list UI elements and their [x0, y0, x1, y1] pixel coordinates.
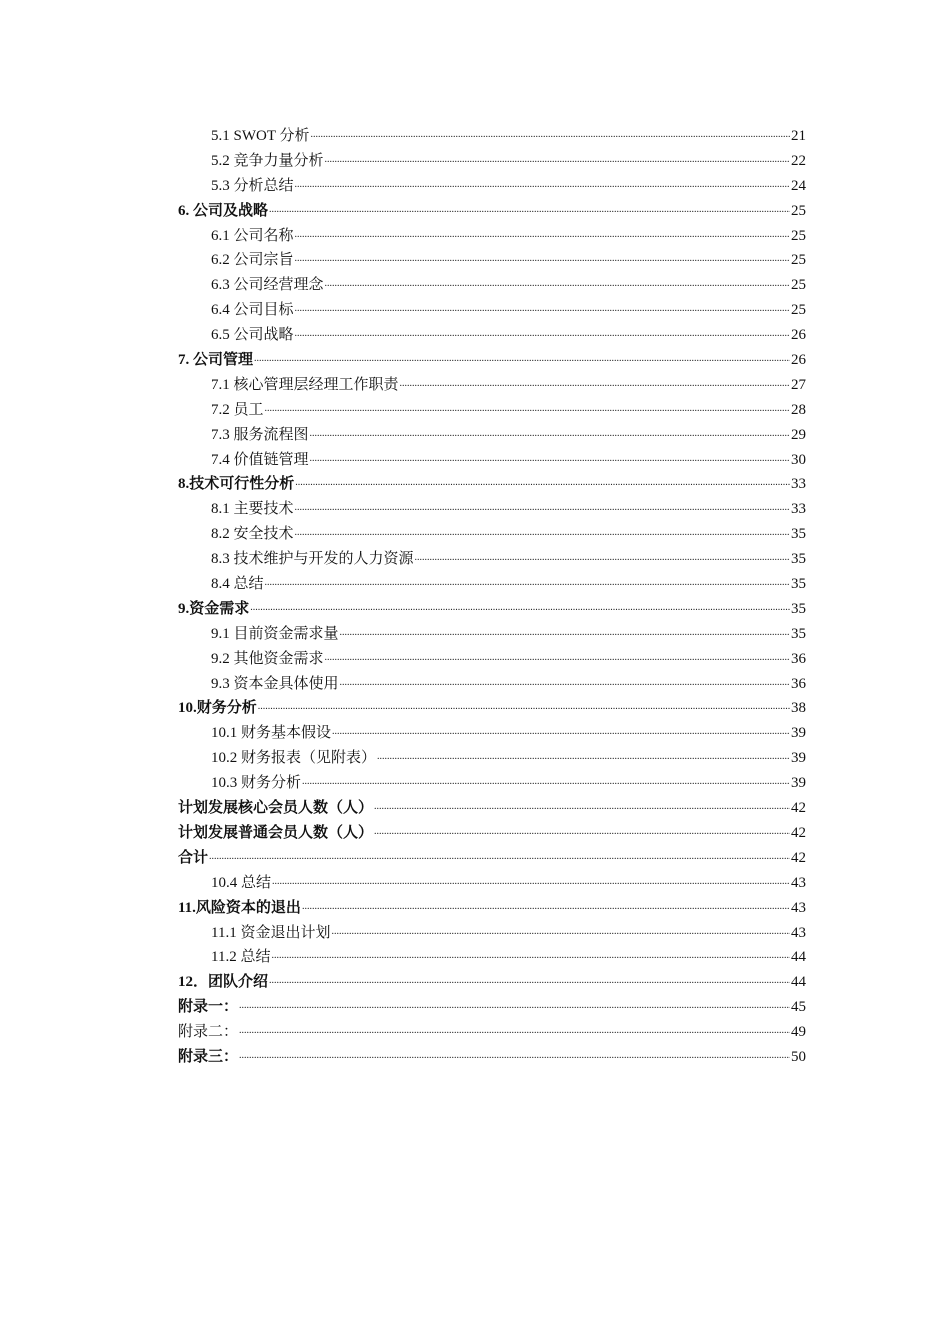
- toc-entry-title: 5.3 分析总结: [211, 177, 294, 194]
- toc-entry-title: 7.1 核心管理层经理工作职责: [211, 376, 399, 393]
- dot-leader: [209, 845, 790, 870]
- toc-entry-title: 计划发展普通会员人数（人）: [178, 824, 374, 841]
- toc-entry[interactable]: [178, 522, 806, 547]
- dot-leader: [302, 770, 790, 795]
- toc-entry-page-number: 33: [791, 476, 806, 493]
- toc-entry-title: 5.2 竞争力量分析: [211, 152, 324, 169]
- dot-leader: [377, 745, 790, 770]
- dot-leader: [265, 397, 790, 422]
- toc-entry[interactable]: [178, 273, 806, 298]
- toc-entry[interactable]: [178, 149, 806, 174]
- toc-entry[interactable]: [178, 423, 806, 448]
- toc-entry-title: 9.1 目前资金需求量: [211, 625, 339, 642]
- toc-entry-title: 6.2 公司宗旨: [211, 252, 294, 269]
- toc-entry-page-number: 35: [791, 600, 806, 617]
- dot-leader: [295, 496, 790, 521]
- toc-entry-title: 11.2 总结: [211, 949, 271, 966]
- toc-entry[interactable]: [178, 995, 806, 1020]
- toc-entry-title: 5.1 SWOT 分析: [211, 128, 310, 144]
- toc-entry-title: 附录二：: [178, 1024, 239, 1041]
- toc-entry-page-number: 44: [791, 949, 806, 966]
- toc-entry-page-number: 36: [791, 650, 806, 667]
- toc-entry-page-number: 38: [791, 700, 806, 717]
- toc-entry[interactable]: [178, 124, 806, 149]
- toc-entry[interactable]: [178, 597, 806, 622]
- toc-entry-page-number: 25: [791, 202, 806, 219]
- dot-leader: [295, 322, 790, 347]
- toc-entry-title: 计划发展核心会员人数（人）: [178, 800, 374, 817]
- toc-entry[interactable]: [178, 497, 806, 522]
- toc-entry[interactable]: [178, 298, 806, 323]
- toc-entry[interactable]: [178, 248, 806, 273]
- toc-entry-title: 8.技术可行性分析: [178, 476, 295, 493]
- toc-entry[interactable]: [178, 547, 806, 572]
- toc-entry[interactable]: [178, 472, 806, 497]
- toc-entry-title: 7. 公司管理: [178, 352, 254, 369]
- toc-entry[interactable]: [178, 1045, 806, 1070]
- dot-leader: [295, 173, 790, 198]
- toc-entry[interactable]: [178, 721, 806, 746]
- toc-entry-title: 10.2 财务报表（见附表）: [211, 750, 377, 767]
- toc-entry-page-number: 26: [791, 352, 806, 369]
- dot-leader: [239, 1044, 790, 1069]
- toc-entry-title: 8.2 安全技术: [211, 526, 294, 543]
- toc-entry[interactable]: [178, 771, 806, 796]
- toc-entry-title: 10.财务分析: [178, 700, 257, 717]
- dot-leader: [272, 870, 790, 895]
- toc-entry-page-number: 25: [791, 227, 806, 244]
- toc-entry-page-number: 43: [791, 899, 806, 916]
- toc-entry-page-number: 49: [791, 1024, 806, 1041]
- dot-leader: [250, 596, 790, 621]
- toc-entry[interactable]: [178, 323, 806, 348]
- toc-entry[interactable]: [178, 1020, 806, 1045]
- toc-entry-title: 7.3 服务流程图: [211, 426, 309, 443]
- toc-entry[interactable]: [178, 398, 806, 423]
- dot-leader: [340, 671, 790, 696]
- dot-leader: [310, 447, 790, 472]
- toc-entry[interactable]: [178, 348, 806, 373]
- dot-leader: [310, 123, 790, 148]
- toc-entry-page-number: 36: [791, 675, 806, 692]
- toc-entry[interactable]: [178, 572, 806, 597]
- toc-entry[interactable]: [178, 896, 806, 921]
- toc-entry-page-number: 33: [791, 501, 806, 518]
- toc-entry-page-number: 35: [791, 625, 806, 642]
- toc-entry-page-number: 25: [791, 277, 806, 294]
- toc-entry-page-number: 35: [791, 526, 806, 543]
- toc-entry-page-number: 42: [791, 824, 806, 841]
- toc-entry[interactable]: [178, 821, 806, 846]
- dot-leader: [325, 148, 790, 173]
- toc-entry[interactable]: [178, 970, 806, 995]
- toc-entry-title: 9.资金需求: [178, 600, 250, 617]
- toc-entry-page-number: 24: [791, 177, 806, 194]
- dot-leader: [295, 297, 790, 322]
- toc-entry[interactable]: [178, 846, 806, 871]
- toc-entry-title: 8.4 总结: [211, 576, 264, 593]
- dot-leader: [331, 920, 790, 945]
- toc-entry-title: 10.3 财务分析: [211, 775, 302, 792]
- dot-leader: [325, 272, 790, 297]
- toc-entry-title: 6.4 公司目标: [211, 302, 294, 319]
- dot-leader: [302, 895, 790, 920]
- toc-entry-page-number: 22: [791, 152, 806, 169]
- toc-entry-title: 7.4 价值链管理: [211, 451, 309, 468]
- dot-leader: [271, 944, 790, 969]
- toc-entry[interactable]: [178, 871, 806, 896]
- toc-entry-title: 附录三：: [178, 1048, 239, 1065]
- dot-leader: [295, 223, 790, 248]
- toc-entry-title: 7.2 员工: [211, 401, 264, 418]
- toc-entry[interactable]: [178, 199, 806, 224]
- toc-entry-page-number: 21: [791, 128, 806, 144]
- toc-entry-page-number: 30: [791, 451, 806, 468]
- toc-entry[interactable]: [178, 174, 806, 199]
- toc-entry-page-number: 42: [791, 849, 806, 866]
- toc-entry-page-number: 28: [791, 401, 806, 418]
- toc-entry-title: 9.3 资本金具体使用: [211, 675, 339, 692]
- toc-entry-page-number: 35: [791, 576, 806, 593]
- toc-entry-title: 11.1 资金退出计划: [211, 924, 331, 941]
- toc-entry-page-number: 39: [791, 775, 806, 792]
- toc-entry-page-number: 50: [791, 1048, 806, 1065]
- dot-leader: [265, 571, 790, 596]
- dot-leader: [310, 422, 790, 447]
- dot-leader: [295, 521, 790, 546]
- toc-entry-page-number: 45: [791, 999, 806, 1016]
- toc-entry-title: 10.4 总结: [211, 874, 272, 891]
- toc-entry-page-number: 26: [791, 327, 806, 344]
- toc-entry-title: 附录一：: [178, 999, 239, 1016]
- toc-entry-title: 6. 公司及战略: [178, 202, 269, 219]
- dot-leader: [415, 546, 790, 571]
- toc-entry[interactable]: [178, 448, 806, 473]
- toc-entry-page-number: 44: [791, 974, 806, 991]
- toc-entry-page-number: 27: [791, 376, 806, 393]
- toc-entry-page-number: 43: [791, 874, 806, 891]
- toc-entry[interactable]: [178, 373, 806, 398]
- toc-entry[interactable]: [178, 796, 806, 821]
- toc-entry-title: 12．团队介绍: [178, 974, 269, 991]
- toc-entry-title: 6.5 公司战略: [211, 327, 294, 344]
- dot-leader: [374, 795, 790, 820]
- dot-leader: [254, 347, 790, 372]
- toc-entry-page-number: 39: [791, 725, 806, 742]
- dot-leader: [295, 247, 790, 272]
- toc-entry[interactable]: [178, 921, 806, 946]
- dot-leader: [258, 695, 790, 720]
- dot-leader: [239, 1019, 790, 1044]
- toc-entry-page-number: 25: [791, 302, 806, 319]
- toc-entry-title: 6.3 公司经营理念: [211, 277, 324, 294]
- toc-entry[interactable]: [178, 746, 806, 771]
- toc-entry[interactable]: [178, 672, 806, 697]
- toc-entry-page-number: 29: [791, 426, 806, 443]
- toc-entry-title: 9.2 其他资金需求: [211, 650, 324, 667]
- toc-entry-page-number: 35: [791, 551, 806, 568]
- dot-leader: [295, 471, 790, 496]
- table-of-contents: [178, 124, 806, 1070]
- toc-entry-page-number: 43: [791, 924, 806, 941]
- dot-leader: [325, 646, 790, 671]
- dot-leader: [239, 994, 790, 1019]
- dot-leader: [332, 720, 790, 745]
- toc-entry[interactable]: [178, 696, 806, 721]
- toc-entry-title: 合计: [178, 849, 209, 866]
- toc-entry[interactable]: [178, 945, 806, 970]
- toc-entry-page-number: 25: [791, 252, 806, 269]
- dot-leader: [269, 198, 790, 223]
- toc-entry-title: 10.1 财务基本假设: [211, 725, 332, 742]
- dot-leader: [269, 969, 790, 994]
- toc-entry-title: 11.风险资本的退出: [178, 899, 301, 916]
- dot-leader: [400, 372, 790, 397]
- dot-leader: [374, 820, 790, 845]
- toc-entry-title: 8.3 技术维护与开发的人力资源: [211, 551, 414, 568]
- toc-entry-page-number: 39: [791, 750, 806, 767]
- toc-entry[interactable]: [178, 622, 806, 647]
- toc-entry[interactable]: [178, 647, 806, 672]
- toc-entry[interactable]: [178, 224, 806, 249]
- dot-leader: [340, 621, 790, 646]
- toc-entry-title: 8.1 主要技术: [211, 501, 294, 518]
- toc-entry-title: 6.1 公司名称: [211, 227, 294, 244]
- toc-entry-page-number: 42: [791, 800, 806, 817]
